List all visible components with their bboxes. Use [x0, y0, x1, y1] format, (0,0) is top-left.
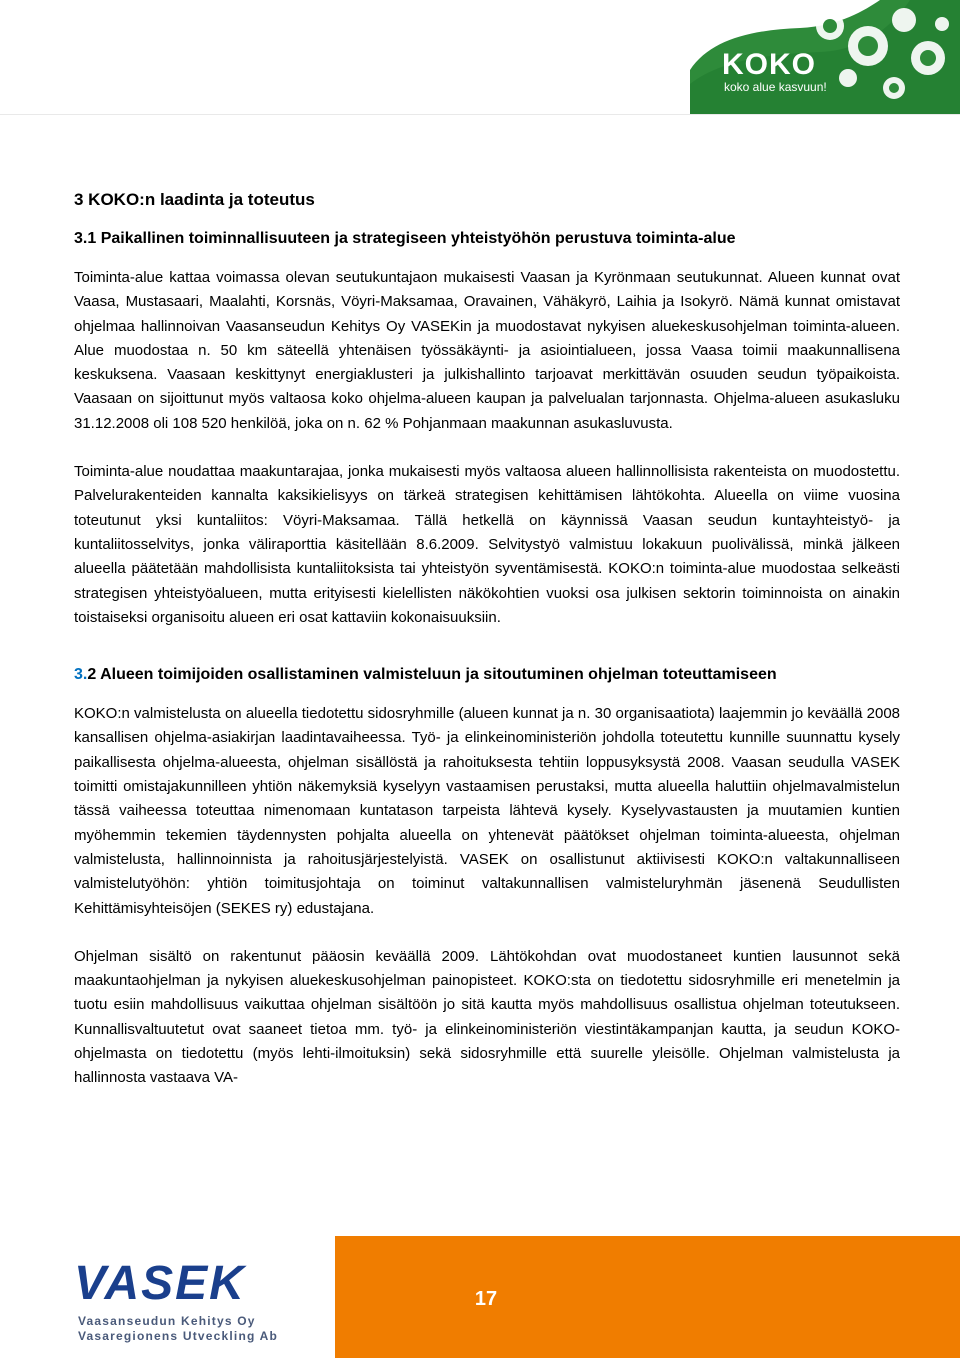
vasek-logo-text: VASEK: [74, 1257, 246, 1310]
section-3-2-heading: [74, 666, 900, 684]
chapter-heading: 3 KOKO:n laadinta ja toteutus: [74, 190, 315, 209]
page-header: [0, 0, 960, 115]
page-footer: [0, 1236, 960, 1358]
section-3-2-number: 3.: [74, 666, 88, 684]
page-content: [74, 190, 900, 1115]
koko-logo-text: KOKO: [722, 48, 816, 81]
section-3-1-heading: 3.1 Paikallinen toiminnallisuuteen ja strategiseen yhteistyöhön perustuva toiminta-alue: [74, 230, 736, 247]
vasek-logo: [74, 1257, 300, 1343]
vasek-logo-line-1: Vaasanseudun Kehitys Oy: [78, 1314, 256, 1328]
page-number-band: [335, 1236, 960, 1358]
section-3-2-paragraph-1: KOKO:n valmistelusta on alueella tiedotettu sidosryhmille (alueen kunnat ja n. 30 organisaatiota) laajemmin jo keväällä 2008 kansallisen ohjelma-asiakirjan laadintavaiheessa. Työ- ja elinkeinoministeriön johdolla toteutettu kunnille suunnattu kysely paikallisesta ohjelma-alueesta, ohjelman sisällöstä ja rahoituksesta tehtiin loppusyksystä 2008. Vaasan seudulla VASEK toimitti omistajakunnilleen yhtiön näkemyksiä kyselyyn vastaamisen perustaksi, mutta alueella haluttiin ohjelmavalmistelun tässä vaiheessa toteuttaa nimenomaan kuntatason tarpeista lähtevä kysely. Kyselyvastausten ja muutamien kuntien myöhemmin tekemien täydennysten pohjalta alueella on yhtenevät päätökset ohjelman toiminta-alueesta, ohjelman valmistelusta, hallinnoinnista ja rahoitusjärjestelyistä. VASEK on osallistunut aktiivisesti KOKO:n valtakunnalliseen valmistelutyöhön: yhtiön toimitusjohtaja on toiminut valtakunnallisen valmisteluryhmän jäsenenä Seudullisten Kehittämisyhteisöjen (SEKES ry) edustajana.: [74, 705, 900, 917]
section-3-1-paragraph-1: Toiminta-alue kattaa voimassa olevan seutukuntajaon mukaisesti Vaasan ja Kyrönmaan seutukunnat. Alueen kunnat ovat Vaasa, Mustasaari, Maalahti, Korsnäs, Vöyri-Maksamaa, Oravainen, Vähäkyrö, Laihia ja Isokyrö. Nämä kunnat omistavat ohjelmaa hallinnoivan Vaasanseudun Kehitys Oy VASEKin ja muodostavat nykyisen aluekeskusohjelman toiminta-alueen. Alue muodostaa n. 50 km säteellä yhtenäisen työssäkäynti- ja asiointialueen, jossa Vaasa toimii maakunnallisena keskuksena. Vaasaan keskittynyt energiaklusteri ja julkishallinto tarjoavat merkittävän osuuden seudun työpaikoista. Vaasaan on sijoittunut myös valtaosa koko ohjelma-alueen kaupan ja palvelualan tarjonnasta. Ohjelma-alueen asukasluku 31.12.2008 oli 108 520 henkilöä, joka on n. 62 % Pohjanmaan maakunnan asukasluvusta.: [74, 269, 900, 432]
section-3-1-paragraph-2: Toiminta-alue noudattaa maakuntarajaa, jonka mukaisesti myös valtaosa alueen hallinnollisista rakenteista on muodostettu. Palvelurakenteiden kannalta kaksikielisyys on tärkeä strategisen kehittämisen lähtökohta. Alueella on viime vuosina toteutunut yksi kuntaliitos: Vöyri-Maksamaa. Tällä hetkellä on käynnissä Vaasan seudun kuntayhteistyö- ja kuntaliitosselvitys, jonka väliraporttia käsitellään 8.6.2009. Selvitystyö valmistuu lokakuun puolivälissä, minkä jälkeen alueella päätetään mahdollisista kuntaliitoksista tai yhteistyön syventämisestä. KOKO:n toiminta-alue muodostaa selkeästi strategisen yhteistyöalueen, mutta erityisesti kielellisten näkökohtien vuoksi osa julkisen sektorin toiminnoista on ainakin toistaiseksi organisoitu alueen eri osat kattaviin kokonaisuuksiin.: [74, 463, 900, 626]
page-number: 17: [474, 1288, 498, 1310]
section-3-2-title: 2 Alueen toimijoiden osallistaminen valmisteluun ja sitoutuminen ohjelman toteuttamiseen: [87, 666, 777, 684]
koko-logo-slogan: koko alue kasvuun!: [724, 80, 827, 94]
section-3-2-paragraph-2: Ohjelman sisältö on rakentunut pääosin keväällä 2009. Lähtökohdan ovat muodostaneet kuntien lausunnot sekä maakuntaohjelman ja nykyisen aluekeskusohjelman painopisteet. KOKO:sta on tiedotettu sidosryhmille eri menetelmin ja tuotu esiin mahdollisuus vaikuttaa ohjelman sisältöön jo sitä kautta myös mahdollisuus osallistua ohjelman toteutukseen. Kunnallisvaltuutetut ovat saaneet tietoa mm. työ- ja elinkeinoministeriön viestintäkampanjan kautta, ja seudun KOKO-ohjelmasta on tiedotettu (myös lehti-ilmoituksin) sekä sidosryhmille että suurelle yleisölle. Ohjelman valmistelusta ja hallinnosta vastaava VA-: [74, 947, 900, 1087]
vasek-logo-line-2: Vasaregionens Utveckling Ab: [78, 1329, 279, 1343]
